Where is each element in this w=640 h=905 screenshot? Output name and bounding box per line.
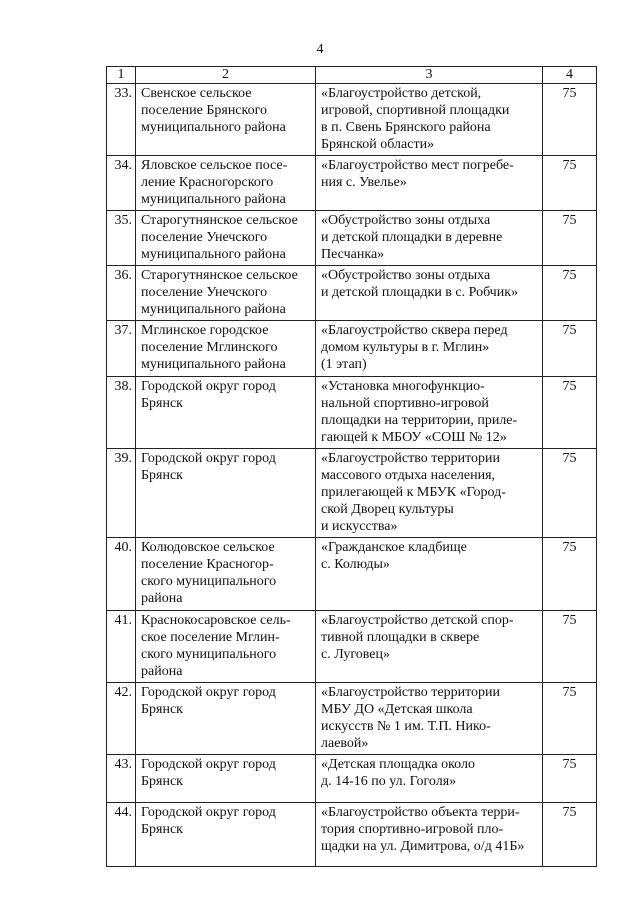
value-cell: 75 [543,156,597,211]
municipality-name [136,449,316,538]
table-header-row [107,67,597,84]
municipality-name [136,377,316,449]
row-number: 36. [107,266,136,321]
project-name-line: тивной площадки в сквере [321,630,480,645]
header-col-1: 1 [107,67,136,84]
table-row [107,449,597,538]
row-number: 39. [107,449,136,538]
municipality-name-line: муниципального района [141,120,286,135]
municipality-name-line: Краснокосаровское сель- [141,613,291,628]
table-row [107,84,597,156]
project-name-line: массового отдыха населения, [321,468,496,483]
municipality-name-line: муниципального района [141,247,286,262]
project-name-line: искусств № 1 им. Т.П. Нико- [321,719,491,734]
project-name [316,211,543,266]
project-name [316,683,543,755]
table-row [107,611,597,683]
project-name [316,538,543,611]
municipality-name-line: района [141,664,183,679]
project-name-line: площадки на территории, приле- [321,413,518,428]
municipality-name-line: ление Красногорского [141,175,274,190]
municipality-name-line: поселение Унечского [141,230,268,245]
page-number: 4 [316,42,324,57]
project-name-line: щадки на ул. Димитрова, о/д 41Б» [321,839,525,854]
project-name-line: Песчанка» [321,247,385,262]
municipality-name [136,266,316,321]
municipality-name-line: ское поселение Мглин- [141,630,280,645]
table-row [107,321,597,377]
row-number: 37. [107,321,136,377]
municipality-name-line: Брянск [141,468,183,483]
project-name-line: «Обустройство зоны отдыха [321,268,491,283]
project-name [316,611,543,683]
project-name-line: Брянской области» [321,137,435,152]
project-name [316,755,543,803]
municipality-name [136,84,316,156]
municipality-name-line: Брянск [141,822,183,837]
municipality-name-line: Свенское сельское [141,86,252,101]
municipality-name [136,755,316,803]
value-cell: 75 [543,377,597,449]
value-cell: 75 [543,803,597,867]
municipality-name-line: ского муниципального [141,574,277,589]
row-number: 44. [107,803,136,867]
project-name [316,321,543,377]
municipality-name-line: Городской округ город [141,685,276,700]
project-name-line: домом культуры в г. Мглин» [321,340,490,355]
table-row [107,803,597,867]
municipality-name-line: района [141,591,183,606]
municipality-name [136,538,316,611]
project-name [316,803,543,867]
project-name-line: гающей к МБОУ «СОШ № 12» [321,430,507,445]
project-name-line: и детской площадки в с. Робчик» [321,285,518,300]
project-name-line: «Благоустройство территории [321,451,500,466]
value-cell: 75 [543,611,597,683]
municipality-name [136,321,316,377]
project-name-line: в п. Свень Брянского района [321,120,491,135]
project-name-line: с. Луговец» [321,647,390,662]
value-cell: 75 [543,266,597,321]
municipality-name-line: Городской округ город [141,379,276,394]
table-row [107,156,597,211]
row-number: 34. [107,156,136,211]
municipality-name-line: Городской округ город [141,757,276,772]
projects-table [106,66,597,867]
project-name-line: ской Дворец культуры [321,502,454,517]
table-row [107,755,597,803]
project-name [316,377,543,449]
project-name-line: «Обустройство зоны отдыха [321,213,491,228]
municipality-name-line: Городской округ город [141,805,276,820]
project-name [316,449,543,538]
municipality-name-line: ского муниципального [141,647,277,662]
municipality-name-line: Старогутнянское сельское [141,268,298,283]
municipality-name-line: Яловское сельское посе- [141,158,288,173]
municipality-name [136,211,316,266]
project-name-line: «Благоустройство объекта терри- [321,805,520,820]
project-name [316,156,543,211]
municipality-name-line: Брянск [141,774,183,789]
row-number: 33. [107,84,136,156]
row-number: 42. [107,683,136,755]
value-cell: 75 [543,84,597,156]
value-cell: 75 [543,211,597,266]
table-row [107,211,597,266]
project-name [316,84,543,156]
municipality-name-line: поселение Брянского [141,103,268,118]
project-name-line: «Благоустройство детской спор- [321,613,514,628]
project-name-line: «Благоустройство территории [321,685,500,700]
project-name-line: и детской площадки в деревне [321,230,503,245]
project-name-line: д. 14-16 по ул. Гоголя» [321,774,457,789]
municipality-name-line: Брянск [141,396,183,411]
project-name-line: ния с. Увелье» [321,175,407,190]
project-name-line: прилегающей к МБУК «Город- [321,485,506,500]
municipality-name-line: Городской округ город [141,451,276,466]
row-number: 35. [107,211,136,266]
municipality-name-line: поселение Мглинского [141,340,278,355]
value-cell: 75 [543,449,597,538]
municipality-name-line: Мглинское городское [141,323,269,338]
table-row [107,538,597,611]
project-name-line: «Благоустройство сквера перед [321,323,508,338]
project-name-line: лаевой» [321,736,369,751]
project-name [316,266,543,321]
value-cell: 75 [543,321,597,377]
table-row [107,683,597,755]
municipality-name-line: Брянск [141,702,183,717]
municipality-name-line: муниципального района [141,192,286,207]
project-name-line: с. Колюды» [321,557,390,572]
row-number: 38. [107,377,136,449]
project-name-line: «Благоустройство мест погребе- [321,158,514,173]
header-col-2: 2 [136,67,316,84]
project-name-line: нальной спортивно-игровой [321,396,489,411]
header-col-3: 3 [316,67,543,84]
project-name-line: игровой, спортивной площадки [321,103,510,118]
municipality-name [136,156,316,211]
municipality-name [136,611,316,683]
project-name-line: «Гражданское кладбище [321,540,467,555]
value-cell: 75 [543,538,597,611]
municipality-name-line: поселение Красногор- [141,557,274,572]
row-number: 41. [107,611,136,683]
municipality-name-line: Старогутнянское сельское [141,213,298,228]
municipality-name-line: муниципального района [141,357,286,372]
project-name-line: «Детская площадка около [321,757,475,772]
municipality-name-line: поселение Унечского [141,285,268,300]
table-row [107,266,597,321]
project-name-line: «Установка многофункцио- [321,379,485,394]
project-name-line: тория спортивно-игровой пло- [321,822,504,837]
row-number: 40. [107,538,136,611]
header-col-4: 4 [543,67,597,84]
municipality-name-line: муниципального района [141,302,286,317]
project-name-line: МБУ ДО «Детская школа [321,702,473,717]
project-name-line: (1 этап) [321,357,367,372]
value-cell: 75 [543,755,597,803]
row-number: 43. [107,755,136,803]
municipality-name [136,683,316,755]
project-name-line: и искусства» [321,519,398,534]
municipality-name-line: Колюдовское сельское [141,540,275,555]
municipality-name [136,803,316,867]
project-name-line: «Благоустройство детской, [321,86,482,101]
table-row [107,377,597,449]
value-cell: 75 [543,683,597,755]
